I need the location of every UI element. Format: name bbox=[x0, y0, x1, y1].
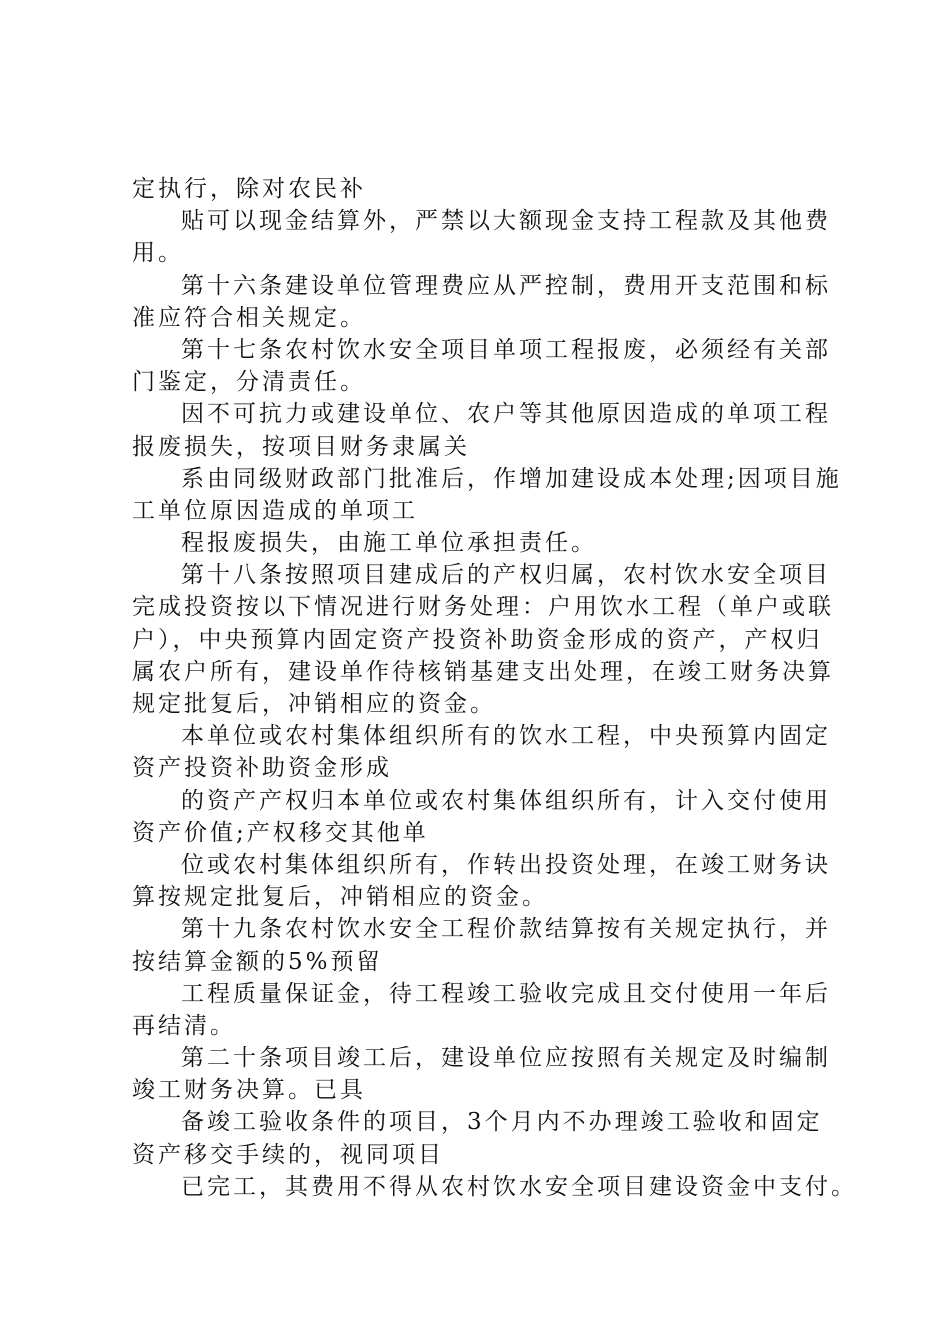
text-line: 门鉴定，分清责任。 bbox=[132, 369, 366, 396]
text-line: 工单位原因造成的单项工 bbox=[132, 497, 418, 524]
text-line: 定执行，除对农民补 bbox=[132, 176, 366, 202]
document-body bbox=[132, 173, 857, 1203]
text-line: 竣工财务决算。已具 bbox=[132, 1077, 366, 1104]
text-line: 准应符合相关规定。 bbox=[132, 304, 366, 331]
text-line: 贴可以现金结算外，严禁以大额现金支持工程款及其他费 bbox=[181, 208, 831, 235]
text-line: 报废损失，按项目财务隶属关 bbox=[132, 433, 470, 460]
text-line: 第十八条按照项目建成后的产权归属，农村饮水安全项目 bbox=[181, 562, 831, 589]
text-line: 属农户所有，建设单作待核销基建支出处理，在竣工财务决算 bbox=[132, 658, 834, 685]
text-line: 再结清。 bbox=[132, 1012, 236, 1039]
text-line: 本单位或农村集体组织所有的饮水工程，中央预算内固定 bbox=[181, 723, 831, 750]
text-line: 规定批复后，冲销相应的资金。 bbox=[132, 691, 496, 717]
text-line: 算按规定批复后，冲销相应的资金。 bbox=[132, 884, 548, 911]
text-line: 位或农村集体组织所有，作转出投资处理，在竣工财务诀 bbox=[181, 851, 831, 878]
text-line: 户），中央预算内固定资产投资补助资金形成的资产，产权归 bbox=[132, 626, 823, 653]
text-line: 用。 bbox=[132, 240, 184, 267]
text-line: 工程质量保证金，待工程竣工验收完成且交付使用一年后 bbox=[181, 980, 831, 1007]
text-line: 第十九条农村饮水安全工程价款结算按有关规定执行，并 bbox=[181, 916, 831, 943]
text-line: 按结算金额的5%预留 bbox=[132, 948, 383, 975]
text-line: 备竣工验收条件的项目，3个月内不办理竣工验收和固定 bbox=[181, 1109, 823, 1136]
text-line: 第二十条项目竣工后，建设单位应按照有关规定及时编制 bbox=[181, 1045, 831, 1072]
text-line: 第十六条建设单位管理费应从严控制，费用开支范围和标 bbox=[181, 272, 831, 299]
text-line: 第十七条农村饮水安全项目单项工程报废，必须经有关部 bbox=[181, 336, 831, 363]
text-line: 资产移交手续的，视同项目 bbox=[132, 1141, 444, 1168]
text-line: 完成投资按以下情况进行财务处理：户用饮水工程（单户或联 bbox=[132, 594, 834, 621]
text-line: 资产价值;产权移交其他单 bbox=[132, 819, 429, 846]
text-line: 资产投资补助资金形成 bbox=[132, 755, 392, 782]
text-line: 因不可抗力或建设单位、农户等其他原因造成的单项工程 bbox=[181, 401, 831, 428]
text-line: 的资产产权归本单位或农村集体组织所有，计入交付使用 bbox=[181, 787, 831, 814]
text-line: 程报废损失，由施工单位承担责任。 bbox=[181, 530, 597, 557]
text-line: 已完工，其费用不得从农村饮水安全项目建设资金中支付。 bbox=[181, 1173, 857, 1200]
text-line: 系由同级财政部门批准后，作增加建设成本处理;因项目施 bbox=[181, 465, 842, 492]
